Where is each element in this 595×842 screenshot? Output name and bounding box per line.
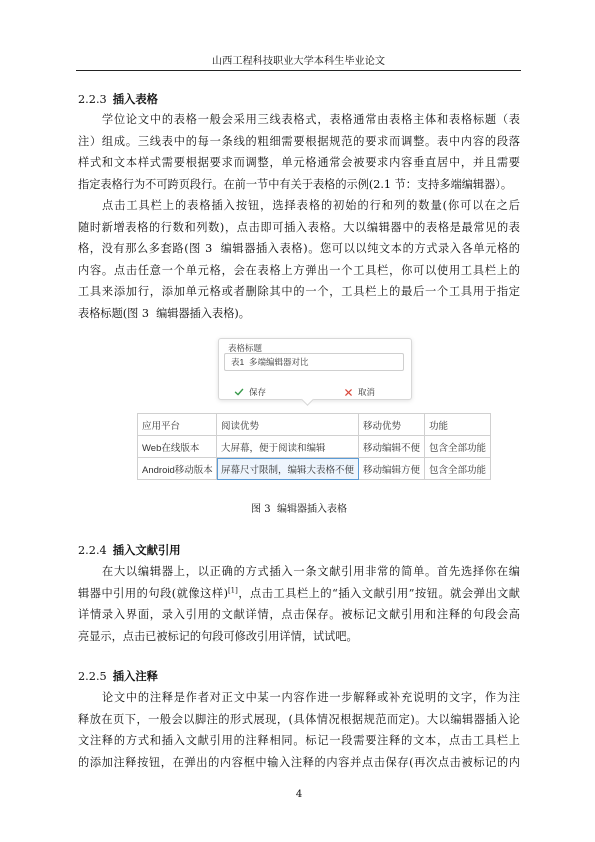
- table-cell: 大屏幕，便于阅读和编辑: [217, 436, 359, 458]
- line-text: 辑器中引用的句段(就像这样): [78, 586, 228, 600]
- close-icon: [344, 388, 353, 397]
- section-number: 2.2.5: [78, 670, 107, 684]
- paragraph: [78, 687, 520, 773]
- section-heading: [78, 666, 520, 688]
- table-header-row: [138, 414, 491, 436]
- paragraph-line: 注）组成。三线表中的每一条线的粗细需要根据规范的要求而调整。表中内容的段落: [78, 134, 520, 148]
- page-number: 4: [295, 789, 303, 800]
- paragraph-line: 点击工具栏上的表格插入按钮，选择表格的初始的行和列的数量(你可以在之后: [102, 199, 520, 213]
- paragraph-line: 工具来添加行，添加单元格或者删除其中的一个，工具栏上的最后一个工具用于指定: [78, 285, 520, 299]
- paragraph-line: 表格标题(图 3 编辑器插入表格)。: [78, 306, 250, 320]
- table-cell: Web在线版本: [138, 436, 217, 458]
- paragraph-line: 在大以编辑器上，以正确的方式插入一条文献引用非常的简单。首先选择你在编: [102, 565, 520, 579]
- cancel-button: [344, 385, 375, 399]
- editor-table: [137, 413, 491, 480]
- table-header-cell: 功能: [425, 414, 491, 436]
- save-label: 保存: [249, 387, 267, 397]
- table-cell: Android移动版本: [138, 458, 217, 480]
- section-number: 2.2.4: [78, 544, 107, 558]
- paragraph-line: 学位论文中的表格一般会采用三线表格式，表格通常由表格主体和表格标题（表: [102, 113, 520, 127]
- paragraph-line: 文注释的方式和插入文献引用的注释相同。标记一段需要注释的文本，点击工具栏上: [78, 734, 520, 748]
- paragraph-line: 格，没有那么多套路(图 3 编辑器插入表格)。您可以以纯文本的方式录入各单元格的: [78, 242, 520, 256]
- paragraph-line: 内容。点击任意一个单元格，会在表格上方弹出一个工具栏，你可以使用工具栏上的: [78, 263, 520, 277]
- section-heading: [78, 540, 520, 562]
- popup-label: 表格标题: [228, 343, 263, 353]
- paragraph: [78, 561, 520, 647]
- table-title-input: 表1 多端编辑器对比: [224, 353, 404, 371]
- section-title: 插入表格: [112, 93, 158, 107]
- paragraph: [78, 109, 520, 195]
- paragraph-line: 亮显示，点击已被标记的句段可修改引用详情，试试吧。: [78, 629, 358, 643]
- paragraph-line: 论文中的注释是作者对正文中某一内容作进一步解释或补充说明的文字，作为注: [102, 691, 520, 705]
- table-cell: 移动编辑不便: [359, 436, 425, 458]
- check-icon: [234, 387, 244, 397]
- table-cell: 移动编辑方便: [359, 458, 425, 480]
- paragraph-line: 样式和文本样式需要根据要求而调整，单元格通常会被要求内容垂直居中，并且需要: [78, 156, 520, 170]
- table-header-cell: 移动优势: [359, 414, 425, 436]
- paragraph-line: 详情录入界面，录入引用的文献详情，点击保存。被标记文献引用和注释的句段会高: [78, 608, 520, 622]
- section-title: 插入注释: [112, 670, 158, 684]
- paragraph-line: 随时新增表格的行数和列数)，点击即可插入表格。大以编辑器中的表格是最常见的表: [78, 220, 520, 234]
- table-row: [138, 436, 491, 458]
- section-number: 2.2.3: [78, 93, 107, 107]
- table-header-cell: 应用平台: [138, 414, 217, 436]
- table-cell-selected: 屏幕尺寸限制，编辑大表格不便: [217, 458, 359, 480]
- table-header-cell: 阅读优势: [217, 414, 359, 436]
- header-rule: [76, 70, 521, 71]
- paragraph-line: [78, 583, 520, 605]
- table-title-popup: [218, 338, 412, 400]
- table-cell: 包含全部功能: [425, 436, 491, 458]
- section-heading: [78, 89, 520, 111]
- running-header: 山西工程科技职业大学本科生毕业论文: [211, 56, 386, 67]
- table-cell: 包含全部功能: [425, 458, 491, 480]
- line-text: ，点击工具栏上的“插入文献引用”按钮。就会弹出文献: [237, 586, 520, 600]
- cancel-label: 取消: [358, 387, 376, 397]
- paragraph-line: 指定表格行为不可跨页段行。在前一节中有关于表格的示例(2.1 节：支持多端编辑器）。: [78, 177, 513, 191]
- paragraph-line: 的添加注释按钮，在弹出的内容框中输入注释的内容并点击保存(再次点击被标记的内: [78, 755, 520, 769]
- citation-marker: [1]: [227, 586, 238, 595]
- table-row: [138, 458, 491, 480]
- paragraph-line: 释放在页下，一般会以脚注的形式展现，(具体情况根据规范而定)。大以编辑器插入论: [78, 712, 520, 726]
- save-button: [234, 385, 266, 399]
- popup-caret: [301, 393, 314, 406]
- paragraph: [78, 195, 520, 324]
- section-title: 插入文献引用: [112, 544, 181, 558]
- figure-caption: 图 3 编辑器插入表格: [251, 504, 347, 515]
